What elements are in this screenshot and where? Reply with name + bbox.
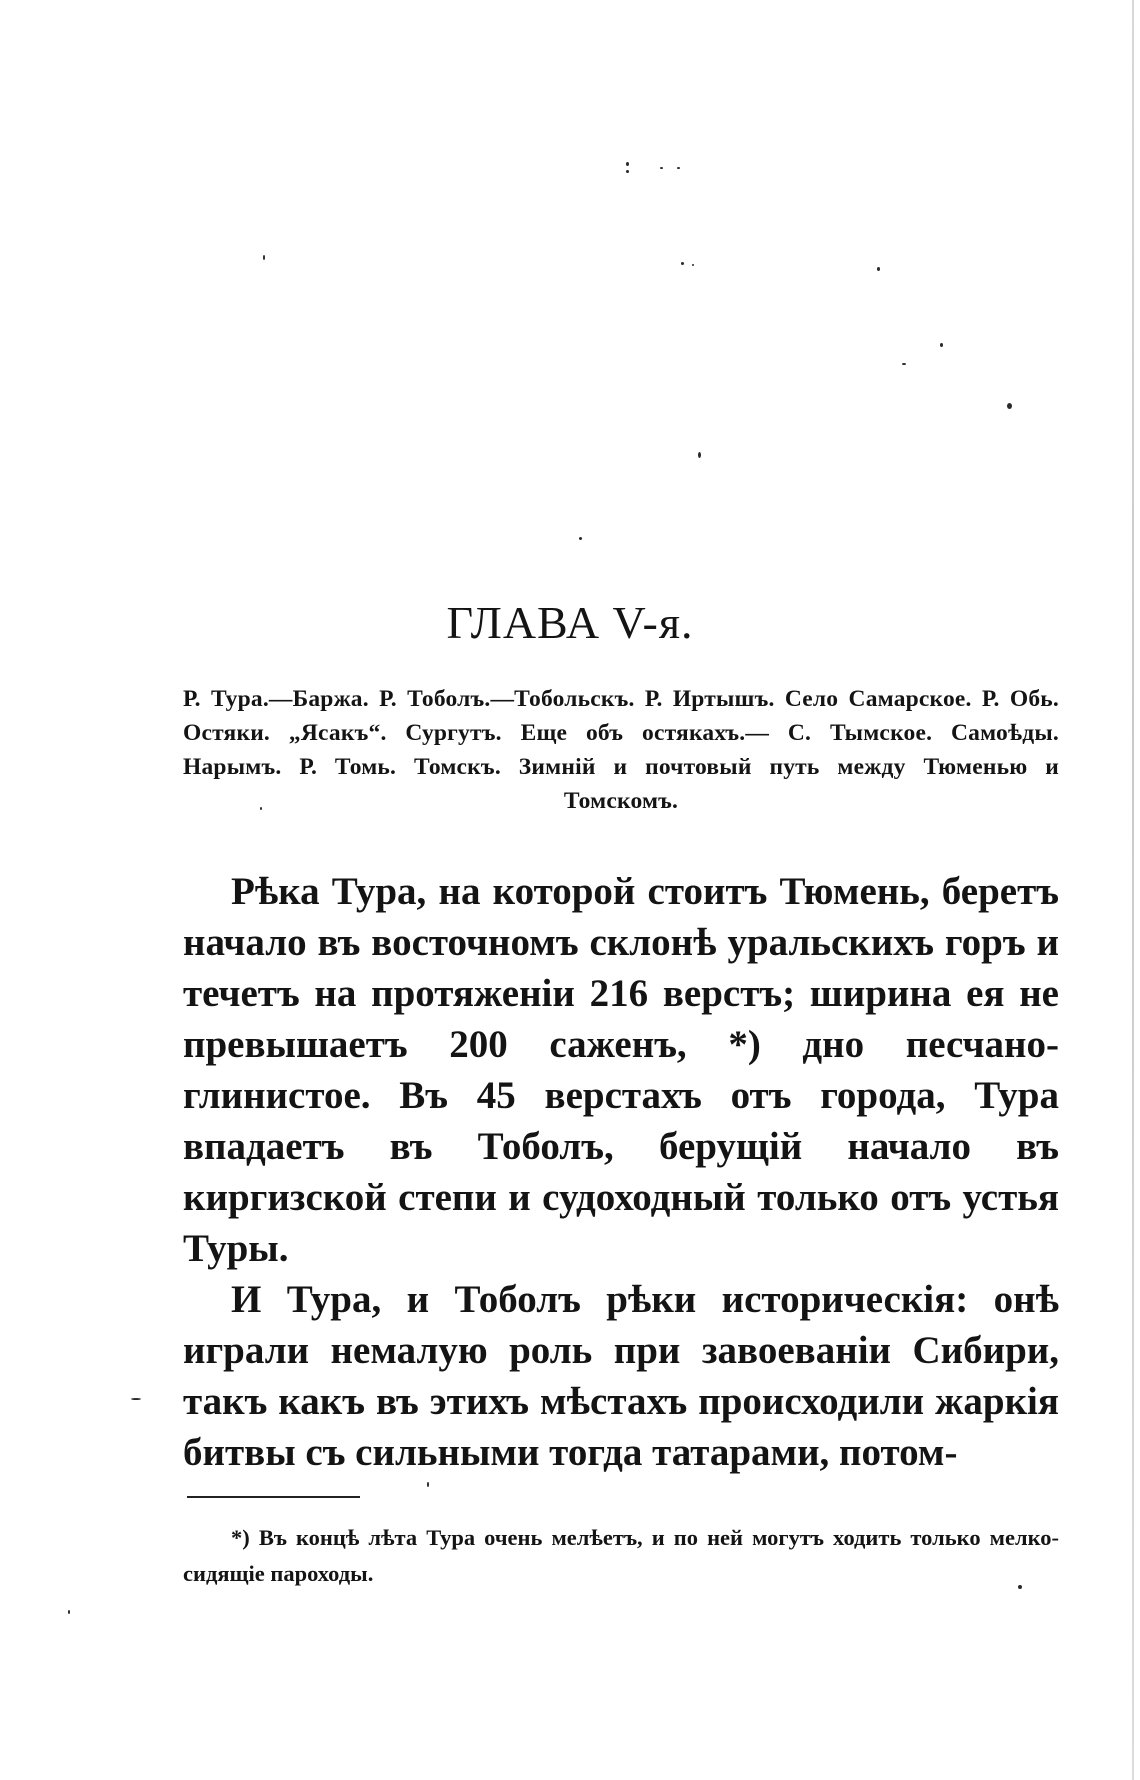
scan-speck [579, 537, 582, 540]
scan-speck [626, 162, 629, 166]
chapter-title: ГЛАВА V-я. [446, 597, 694, 648]
body-text [183, 866, 1059, 1478]
page-edge [1132, 0, 1134, 1780]
footnote-divider [187, 1496, 360, 1498]
scan-speck [698, 452, 701, 458]
scan-speck [1007, 403, 1012, 409]
scan-speck [131, 1398, 141, 1400]
paragraph: Рѣка Тура, на которой стоитъ Тюмень, беретъ начало въ восточномъ склонѣ уральскихъ горъ и течетъ на протяженіи 216 верстъ; ширина ея не превышаетъ 200 саженъ, *) дно песчано-глинистое. Въ 45 верстахъ отъ города, Тура впадаетъ въ Тоболъ, берущій начало въ киргизской степи и судоходный только отъ устья Туры. [183, 870, 1059, 1270]
scan-speck [902, 363, 906, 365]
scan-speck [626, 170, 629, 173]
scan-speck [692, 264, 694, 266]
scan-speck [877, 267, 880, 271]
scan-speck [681, 262, 684, 265]
scan-speck [940, 343, 943, 347]
scan-speck [68, 1610, 70, 1614]
scan-speck [677, 167, 680, 169]
scan-speck [427, 1482, 429, 1487]
chapter-summary: Р. Тура.—Баржа. Р. Тоболъ.—Тобольскъ. Р. Иртышъ. Село Самарское. Р. Обь. Остяки. „Ясакъ“. Сургутъ. Еще объ остякахъ.— С. Тымское. Самоѣды. Нарымъ. Р. Томь. Томскъ. Зимній и почтовый путь между Тюменью и Томскомъ. [183, 686, 1059, 814]
scan-speck [660, 167, 663, 169]
scan-speck [263, 255, 265, 260]
paragraph: И Тура, и Тоболъ рѣки историческія: онѣ играли немалую роль при завоеваніи Сибири, такъ какъ въ этихъ мѣстахъ происходили жаркія битвы съ сильными тогда татарами, потом- [183, 1278, 1059, 1474]
footnote: *) Въ концѣ лѣта Тура очень мелѣетъ, и по ней могутъ ходить только мелко-сидящіе пароходы. [183, 1525, 1059, 1586]
